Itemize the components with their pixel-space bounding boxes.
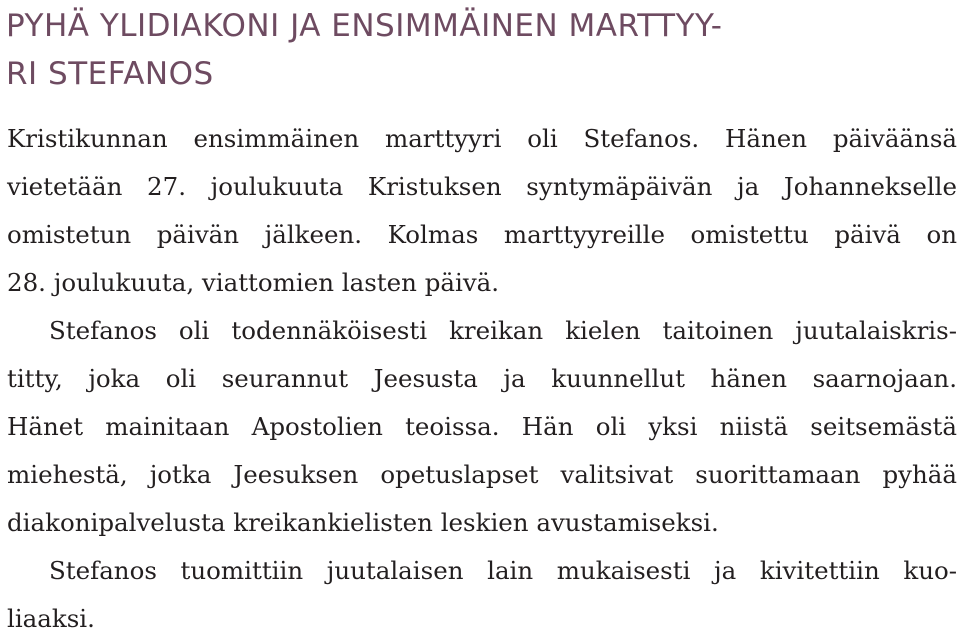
- text-line: miehestä, jotka Jeesuksen opetuslapset valitsivat suorittamaan pyhää: [7, 460, 957, 489]
- text-line: titty, joka oli seurannut Jeesusta ja kuunnellut hänen saarnojaan.: [7, 364, 957, 393]
- text-line: liaaksi.: [7, 604, 95, 633]
- text-line: 28. joulukuuta, viattomien lasten päivä.: [7, 268, 500, 297]
- text-line: Kristikunnan ensimmäinen marttyyri oli Stefanos. Hänen päiväänsä: [7, 124, 957, 153]
- text-line: vietetään 27. joulukuuta Kristuksen syntymäpäivän ja Johannekselle: [7, 172, 957, 201]
- text-line: Hänet mainitaan Apostolien teoissa. Hän oli yksi niistä seitsemästä: [7, 412, 957, 441]
- text-line: omistetun päivän jälkeen. Kolmas marttyyreille omistettu päivä on: [7, 220, 957, 249]
- text-line: Stefanos tuomittiin juutalaisen lain mukaisesti ja kivitettiin kuo-: [49, 556, 957, 585]
- paragraph-martyrdom: [7, 547, 957, 643]
- title-line: RI STEFANOS: [6, 56, 214, 92]
- paragraph-intro: [7, 115, 957, 307]
- section-title: [6, 2, 722, 98]
- title-line: PYHÄ YLIDIAKONI JA ENSIMMÄINEN MARTTYY-: [6, 8, 723, 44]
- text-line: diakonipalvelusta kreikankielisten leskien avustamiseksi.: [7, 508, 719, 537]
- paragraph-biography: [7, 307, 957, 547]
- text-line: Stefanos oli todennäköisesti kreikan kielen taitoinen juutalaiskris-: [49, 316, 957, 345]
